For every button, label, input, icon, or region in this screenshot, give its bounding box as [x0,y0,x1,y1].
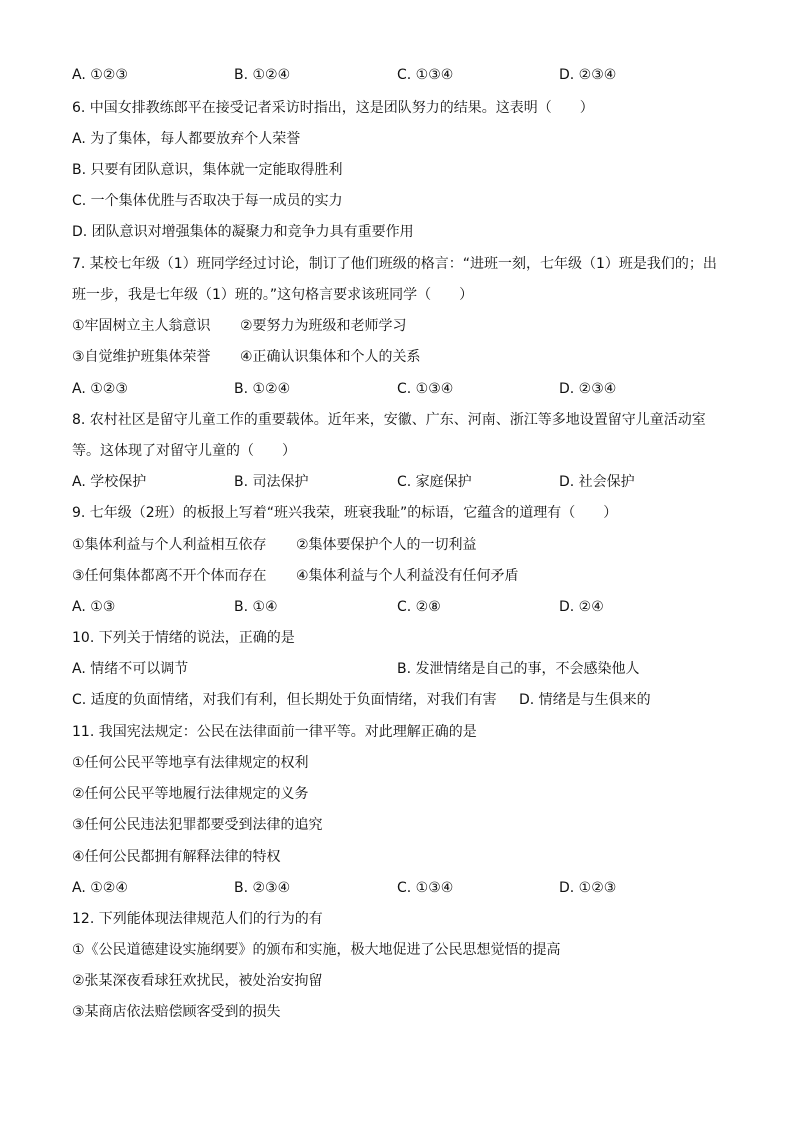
q5-option-a: A. ①②③ [72,67,128,83]
q8-option-d: D. 社会保护 [559,474,635,490]
q11-options [72,877,732,899]
q7-stem-line2: 班一步，我是七年级（1）班的。”这句格言要求该班同学（ ） [72,287,474,303]
q12-statement-1: ①《公民道德建设实施纲要》的颁布和实施，极大地促进了公民思想觉悟的提高 [72,942,561,958]
q5-option-c: C. ①③④ [397,67,454,83]
q10-options-row1 [72,658,732,680]
q7-statement-3: ③自觉维护班集体荣誉 [72,349,211,365]
q7-statements-row2 [72,346,732,368]
q9-option-b: B. ①④ [234,599,278,615]
q10-stem: 10. 下列关于情绪的说法，正确的是 [72,630,295,646]
q7-stem-line1: 7. 某校七年级（1）班同学经过讨论，制订了他们班级的格言：“进班一刻，七年级（1）班是我们的；出 [72,256,717,272]
q8-options [72,471,732,493]
q5-option-d: D. ②③④ [559,67,617,83]
q12-stem: 12. 下列能体现法律规范人们的行为的有 [72,911,323,927]
q6-option-a: A. 为了集体，每人都要放弃个人荣誉 [72,131,301,147]
q11-statement-1: ①任何公民平等地享有法律规定的权利 [72,755,309,771]
q9-option-a: A. ①③ [72,599,116,615]
q10-option-a: A. 情绪不可以调节 [72,661,189,677]
q7-statement-2: ②要努力为班级和老师学习 [240,318,407,334]
q5-option-b: B. ①②④ [234,67,291,83]
q11-statement-4: ④任何公民都拥有解释法律的特权 [72,849,281,865]
q10-options-row2 [72,689,732,711]
q9-options [72,596,732,618]
q11-option-b: B. ②③④ [234,880,291,896]
q12-statement-2: ②张某深夜看球狂欢扰民，被处治安拘留 [72,973,323,989]
q9-statements-row2 [72,565,732,587]
q6-stem: 6. 中国女排教练郎平在接受记者采访时指出，这是团队努力的结果。这表明（ ） [72,100,594,116]
q9-option-c: C. ②⑧ [397,599,441,615]
q9-option-d: D. ②④ [559,599,604,615]
q9-stem: 9. 七年级（2班）的板报上写着“班兴我荣，班衰我耻”的标语，它蕴含的道理有（ ） [72,505,618,521]
q7-options [72,378,732,400]
q5-options [72,64,732,86]
q7-option-d: D. ②③④ [559,381,617,397]
q10-option-c: C. 适度的负面情绪，对我们有利，但长期处于负面情绪，对我们有害 [72,692,497,708]
q9-statement-3: ③任何集体都离不开个体而存在 [72,568,267,584]
q8-stem-line1: 8. 农村社区是留守儿童工作的重要载体。近年来，安徽、广东、河南、浙江等多地设置留守儿童活动室 [72,412,706,428]
q9-statement-2: ②集体要保护个人的一切利益 [296,537,477,553]
q11-option-c: C. ①③④ [397,880,454,896]
q7-statement-1: ①牢固树立主人翁意识 [72,318,211,334]
q11-statement-3: ③任何公民违法犯罪都要受到法律的追究 [72,817,323,833]
q9-statements-row1 [72,534,732,556]
q9-statement-1: ①集体利益与个人利益相互依存 [72,537,267,553]
q7-option-a: A. ①②③ [72,381,128,397]
q8-option-b: B. 司法保护 [234,474,309,490]
q11-option-d: D. ①②③ [559,880,617,896]
q8-stem-line2: 等。这体现了对留守儿童的（ ） [72,443,296,459]
q8-option-c: C. 家庭保护 [397,474,472,490]
q7-statement-4: ④正确认识集体和个人的关系 [240,349,421,365]
q11-statement-2: ②任何公民平等地履行法律规定的义务 [72,786,309,802]
q6-option-c: C. 一个集体优胜与否取决于每一成员的实力 [72,193,343,209]
q12-statement-3: ③某商店依法赔偿顾客受到的损失 [72,1004,281,1020]
q11-stem: 11. 我国宪法规定：公民在法律面前一律平等。对此理解正确的是 [72,724,477,740]
q8-option-a: A. 学校保护 [72,474,147,490]
q9-statement-4: ④集体利益与个人利益没有任何矛盾 [296,568,519,584]
q10-option-d: D. 情绪是与生俱来的 [519,692,651,708]
q7-statements-row1 [72,315,732,337]
q10-option-b: B. 发泄情绪是自己的事，不会感染他人 [397,661,640,677]
q6-option-b: B. 只要有团队意识，集体就一定能取得胜利 [72,162,343,178]
q11-option-a: A. ①②④ [72,880,128,896]
q7-option-c: C. ①③④ [397,381,454,397]
q7-option-b: B. ①②④ [234,381,291,397]
q6-option-d: D. 团队意识对增强集体的凝聚力和竞争力具有重要作用 [72,224,414,240]
